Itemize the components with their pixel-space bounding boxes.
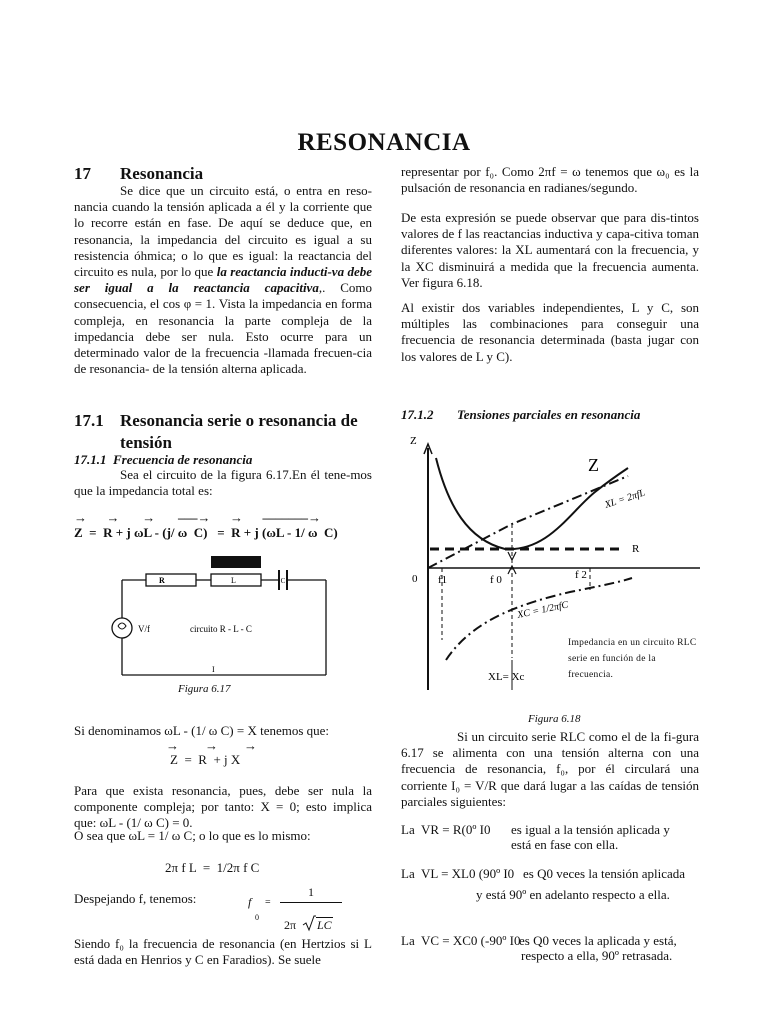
- figure-f0: f 0: [490, 574, 502, 586]
- figure-f2: f 2: [575, 569, 587, 581]
- vc-label: La VC = XC0 (-90º I0: [401, 933, 521, 948]
- frequency-equation: 2π f L = 1/2π f C: [165, 860, 260, 875]
- formula-f-symbol: f: [248, 895, 252, 909]
- section-17-1-2-title: Tensiones parciales en resonancia: [457, 407, 641, 422]
- section-17-1-2-number: 17.1.2: [401, 407, 434, 422]
- formula-fraction-bar: [280, 902, 342, 903]
- inductor-label: L: [231, 576, 236, 585]
- partial-voltages-intro: Si un circuito serie RLC como el de la fi-gura 6.17 se alimenta con una tensión alterna con una frecuencia de resonancia, f₀, por él circulará una corriente I₀ = V/R que dará lugar a las caídas de tensión parciales siguientes:: [401, 729, 699, 809]
- impedance-arrows: → → → ‒‒‒→ → ‒‒‒‒‒‒‒→: [74, 510, 321, 525]
- formula-numerator: 1: [308, 885, 314, 899]
- section-17-1-1-intro: Sea el circuito de la figura 6.17.En él tene-mos que la impedancia total es:: [74, 467, 372, 499]
- despejando-text: Despejando f, tenemos:: [74, 891, 197, 906]
- source-label: V/f: [138, 624, 150, 634]
- formula-lc: LC: [317, 918, 332, 932]
- figure-line-r: R: [632, 543, 640, 555]
- vl-text-1: es Q0 veces la tensión aplicada: [523, 866, 686, 881]
- vr-label: La VR = R(0º I0: [401, 822, 491, 837]
- figure-curve-z: Z: [588, 455, 599, 475]
- figure-xl-eq-xc: XL= Xc: [488, 671, 525, 683]
- x-definition: Si denominamos ωL - (1/ ω C) = X tenemos que:: [74, 723, 330, 738]
- section-17-1-2-heading: [401, 407, 640, 423]
- section-17-1-number: 17.1: [74, 411, 104, 430]
- figure-curve-xl: XL = 2πfL: [603, 487, 647, 511]
- figure-6-17-circuit: [74, 548, 374, 683]
- section-17-emphasis: la reactancia inducti-va debe ser igual a la reactancia capacitiva: [74, 264, 372, 296]
- impedance-formula: Z = R + j ωL - (j/ ω C) = R + j (ωL - 1/ ω C): [74, 525, 338, 540]
- sqrt-icon: [302, 914, 316, 932]
- figure-f1: f1: [438, 574, 448, 586]
- section-17-1-1-title: Frecuencia de resonancia: [113, 452, 253, 467]
- current-label: I: [212, 665, 215, 674]
- x-formula: Z = R + j X: [170, 752, 241, 767]
- section-17-text-b: ,. Como consecuencia, el cos φ = 1. Vista la impedancia en forma compleja, en resonancia la parte compleja de la impedancia debe ser nula. Esto ocurre para un determinado valor de la frecuencia -llamada frecuen-cia de resonancia- de la tensión alterna aplicada.: [74, 280, 372, 377]
- circuit-label: circuito R - L - C: [190, 624, 252, 634]
- section-17-1-1-number: 17.1.1: [74, 452, 107, 467]
- figure-origin: 0: [412, 573, 418, 585]
- resistor-label: R: [159, 576, 165, 585]
- x-arrows: → → →: [166, 738, 257, 753]
- right-paragraph-1: representar por f₀. Como 2πf = ω tenemos que ω₀ es la pulsación de resonancia en radianes/segundo.: [401, 164, 699, 196]
- figure-curve-xc: XC = 1/2πfC: [516, 599, 570, 621]
- resonance-equality: O sea que ωL = 1/ ω C; o lo que es lo mismo:: [74, 828, 311, 843]
- figure-6-18-note: Impedancia en un circuito RLC serie en función de la frecuencia.: [568, 638, 697, 680]
- section-17-1-1-heading: [74, 452, 252, 468]
- section-17-number: 17: [74, 164, 91, 183]
- resonance-condition: Para que exista resonancia, pues, debe ser nula la componente compleja; por tanto: X = 0; esto implica que: ωL - (1/ ω C) = 0.: [74, 783, 372, 831]
- section-17-1-title-line1: Resonancia serie o resonancia de: [120, 411, 358, 430]
- vl-label: La VL = XL0 (90º I0: [401, 866, 515, 881]
- resonant-frequency-formula: [240, 880, 370, 942]
- section-17-heading: Resonancia: [120, 164, 204, 183]
- vr-text-1: es igual a la tensión aplicada y: [511, 822, 670, 837]
- vc-text-1: es Q0 veces la aplicada y está,: [519, 933, 677, 948]
- page-title: RESONANCIA: [297, 129, 471, 156]
- figure-6-18-caption: Figura 6.18: [528, 713, 581, 725]
- vl-text-2: y está 90º en adelanto respecto a ella.: [476, 887, 670, 902]
- section-17-1-heading: [74, 410, 374, 454]
- right-paragraph-2: De esta expresión se puede observar que para dis-tintos valores de f las reactancias inductiva y capa-citiva toman diferentes valores: la XL aumentará con la frecuencia, y la XC disminuirá a medida que la frecuencia aumenta. Ver figura 6.18.: [401, 210, 699, 290]
- vc-text-2: respecto a ella, 90º retrasada.: [521, 948, 673, 963]
- figure-axis-z: Z: [410, 435, 417, 447]
- formula-equals: =: [265, 897, 271, 908]
- figure-6-17-caption: Figura 6.17: [178, 683, 231, 695]
- ac-source-icon: [118, 623, 126, 629]
- section-17-1-title-line2: tensión: [120, 433, 172, 452]
- formula-2pi: 2π: [284, 918, 297, 932]
- vr-text-2: está en fase con ella.: [511, 837, 619, 852]
- inductor-core: [211, 556, 261, 568]
- right-paragraph-3: Al existir dos variables independientes, L y C, son múltiples las combinaciones para conseguir una frecuencia de resonancia determinada (basta jugar con los valores de L y C).: [401, 300, 699, 364]
- section-17-paragraph: [74, 183, 372, 377]
- section-17-text-a: Se dice que un circuito está, o entra en reso-nancia cuando la tensión aplicada a él y la corriente que lo recorre están en fase. De aquí se deduce que, en resonancia, la impedancia del circuito es igual a su resistencia óhmica; o lo que es igual: la reactancia del circuito es nula, por lo que: [74, 183, 372, 280]
- capacitor-label: C: [280, 577, 286, 585]
- formula-f-subscript: 0: [255, 913, 259, 922]
- final-paragraph: Siendo f₀ la frecuencia de resonancia (en Hertzios si L está dada en Henrios y C en Faradios). Se suele: [74, 936, 372, 968]
